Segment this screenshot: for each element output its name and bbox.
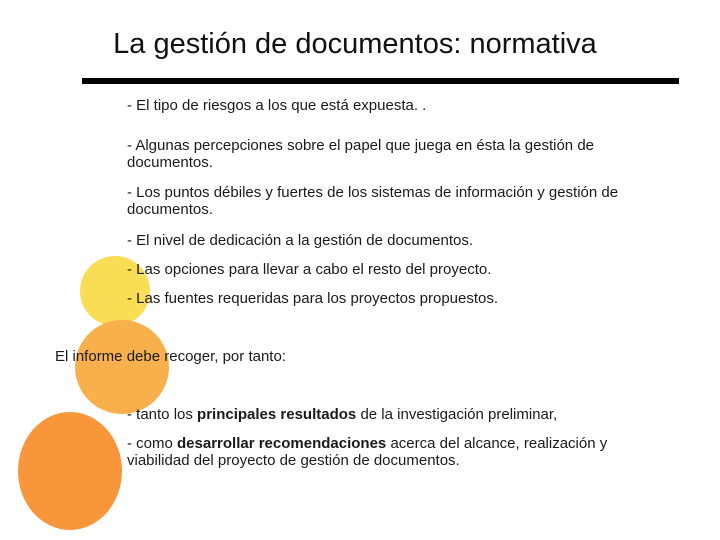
result-1-post: de la investigación preliminar, <box>356 406 558 423</box>
decorative-orange-circle <box>18 412 122 530</box>
list-item: - El nivel de dedicación a la gestión de documentos. <box>127 232 474 249</box>
list-item: - Algunas percepciones sobre el papel que juega en ésta la gestión de documentos. <box>127 137 594 171</box>
result-2-pre: - como <box>127 435 178 452</box>
list-item: - Las fuentes requeridas para los proyectos propuestos. <box>127 290 499 307</box>
list-item: - El tipo de riesgos a los que está expuesta. . <box>127 97 427 114</box>
result-item-1 <box>127 406 662 423</box>
intro-text: El informe debe recoger, por tanto: <box>55 348 286 365</box>
result-item-2 <box>127 435 662 469</box>
decorative-light-orange-circle <box>75 320 169 414</box>
result-1-pre: - tanto los <box>127 406 198 423</box>
list-item: - Las opciones para llevar a cabo el resto del proyecto. <box>127 261 492 278</box>
result-2-post: acerca del alcance, realización y viabilidad del proyecto de gestión de documentos. <box>127 435 608 469</box>
slide-title: La gestión de documentos: normativa <box>113 28 597 60</box>
title-underline <box>82 78 679 84</box>
result-2-bold: desarrollar recomendaciones <box>177 435 387 452</box>
list-item: - Los puntos débiles y fuertes de los sistemas de información y gestión de documentos. <box>127 184 619 218</box>
result-1-bold: principales resultados <box>197 406 357 423</box>
